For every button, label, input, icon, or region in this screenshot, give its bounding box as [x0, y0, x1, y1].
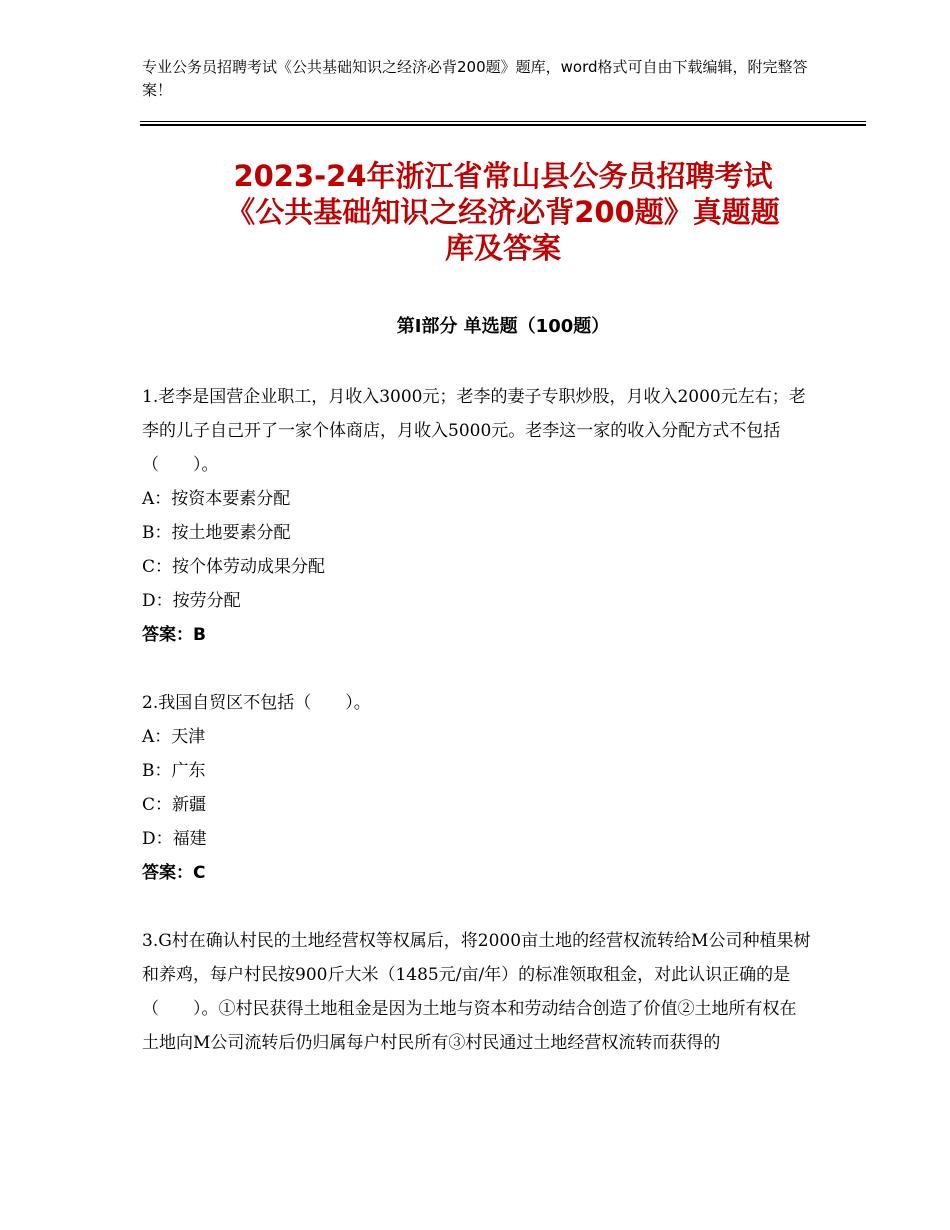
title-line-2: 《公共基础知识之经济必背200题》真题题	[226, 195, 780, 229]
question-1	[142, 380, 812, 652]
option-b: B：广东	[142, 761, 206, 781]
document-title	[140, 158, 866, 266]
option-c: C：按个体劳动成果分配	[142, 557, 326, 577]
title-line-1: 2023-24年浙江省常山县公务员招聘考试	[233, 159, 773, 193]
option-a: A：按资本要素分配	[142, 489, 291, 509]
question-stem: 3.G村在确认村民的土地经营权等权属后，将2000亩土地的经营权流转给M公司种植果树和养鸡，每户村民按900斤大米（1485元/亩/年）的标准领取租金，对此认识正确的是（ ）。①村民获得土地租金是因为土地与资本和劳动结合创造了价值②土地所有权在土地向M公司流转后仍归属每户村民所有③村民通过土地经营权流转而获得的	[142, 931, 811, 1053]
title-line-3: 库及答案	[444, 231, 561, 265]
option-b: B：按土地要素分配	[142, 523, 291, 543]
answer: 答案：C	[142, 863, 206, 883]
header-divider-thick	[140, 124, 866, 126]
section-title: 第Ⅰ部分 单选题（100题）	[396, 316, 610, 337]
option-d: D：按劳分配	[142, 591, 241, 611]
header-divider-thin	[140, 121, 866, 122]
option-c: C：新疆	[142, 795, 207, 815]
question-stem: 2.我国自贸区不包括（ ）。	[142, 693, 371, 713]
question-3	[142, 924, 812, 1060]
question-2	[142, 686, 812, 890]
question-stem: 1.老李是国营企业职工，月收入3000元；老李的妻子专职炒股，月收入2000元左右；老李的儿子自己开了一家个体商店，月收入5000元。老李这一家的收入分配方式不包括（ ）。	[142, 387, 806, 475]
answer: 答案：B	[142, 625, 206, 645]
question-list	[142, 380, 812, 1094]
header-note: 专业公务员招聘考试《公共基础知识之经济必背200题》题库，word格式可自由下载编辑，附完整答案！	[142, 58, 808, 99]
option-a: A：天津	[142, 727, 206, 747]
option-d: D：福建	[142, 829, 207, 849]
